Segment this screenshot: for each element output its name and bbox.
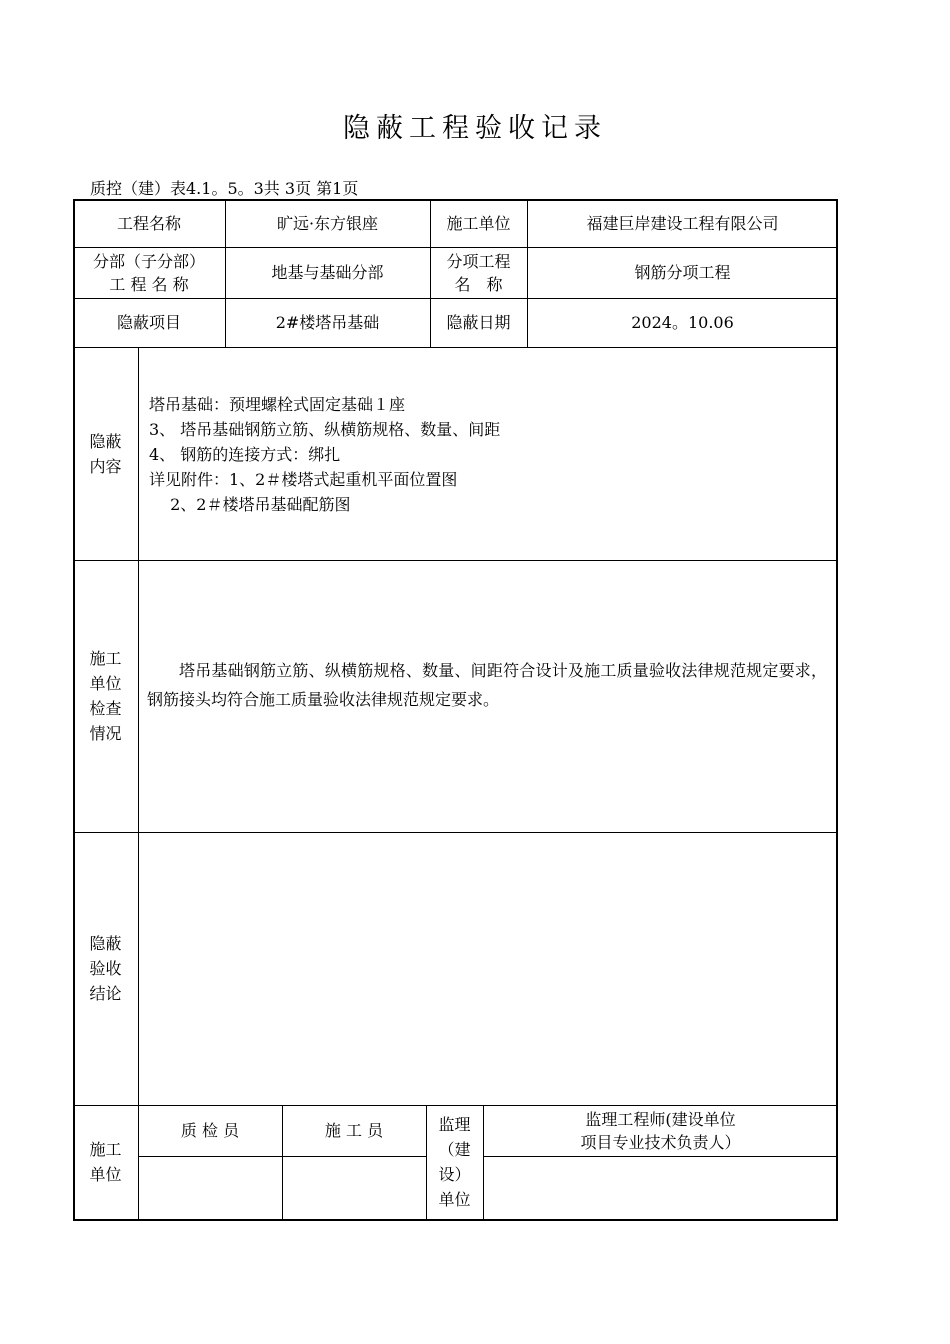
label-line: 检查 xyxy=(89,699,122,718)
content-line: 塔吊基础：预埋螺栓式固定基础１座 xyxy=(149,395,406,414)
inspection-form-table xyxy=(73,199,838,1221)
hidden-content-label xyxy=(73,347,138,560)
label-line: 隐蔽 xyxy=(89,934,122,953)
constructor-label: 施 工 员 xyxy=(324,1121,384,1140)
division-value: 地基与基础分部 xyxy=(271,263,384,282)
label-line: 单位 xyxy=(89,674,122,693)
label-line: 单位 xyxy=(438,1190,471,1209)
form-code: 质控（建）表4.1。5。3共 3页 第1页 xyxy=(90,179,359,198)
hidden-date-value: 2024。10.06 xyxy=(631,313,734,332)
page-title: 隐蔽工程验收记录 xyxy=(343,113,607,144)
content-line: 4、 钢筋的连接方式：绑扎 xyxy=(149,445,341,464)
division-label xyxy=(73,247,225,298)
content-line: 3、 塔吊基础钢筋立筋、纵横筋规格、数量、间距 xyxy=(149,420,501,439)
engineer-label-line: 项目专业技术负责人） xyxy=(580,1132,741,1152)
inspection-label xyxy=(73,560,138,832)
supervision-label xyxy=(426,1105,483,1219)
inspection-text: 塔吊基础钢筋立筋、纵横筋规格、数量、间距符合设计及施工质量验收法律规范规定要求，钢筋接头均符合施工质量验收法律规范规定要求。 xyxy=(147,661,827,709)
label-line: 施工 xyxy=(89,1140,122,1159)
hidden-item-label: 隐蔽项目 xyxy=(116,313,181,332)
project-name-value: 旷远·东方银座 xyxy=(276,213,379,233)
contractor-value: 福建巨岸建设工程有限公司 xyxy=(586,213,779,233)
content-line: 2、2＃楼塔吊基础配筋图 xyxy=(149,495,351,514)
content-line: 详见附件：1、2＃楼塔式起重机平面位置图 xyxy=(149,470,458,489)
label-line: 隐蔽 xyxy=(89,431,122,451)
division-label-line: 工 程 名 称 xyxy=(109,274,189,294)
label-line: 结论 xyxy=(89,984,122,1003)
conclusion-area[interactable] xyxy=(139,833,836,1105)
engineer-label-line: 监理工程师(建设单位 xyxy=(585,1109,736,1129)
label-line: 设） xyxy=(438,1165,471,1184)
conclusion-label xyxy=(73,832,138,1105)
row-divider xyxy=(73,347,838,348)
engineer-label xyxy=(483,1105,838,1156)
subitem-label xyxy=(430,247,527,298)
row-divider xyxy=(73,560,838,561)
contractor-label: 施工单位 xyxy=(446,213,511,233)
subitem-label-line: 名 称 xyxy=(454,274,503,294)
label-line: 验收 xyxy=(89,959,122,978)
subitem-value: 钢筋分项工程 xyxy=(634,263,731,282)
label-line: 情况 xyxy=(89,724,122,743)
label-line: 单位 xyxy=(89,1165,122,1184)
subitem-label-line: 分项工程 xyxy=(446,251,511,271)
engineer-signature[interactable] xyxy=(484,1157,836,1219)
label-line: 内容 xyxy=(89,456,122,476)
hidden-date-label: 隐蔽日期 xyxy=(446,313,511,332)
division-label-line: 分部（子分部） xyxy=(92,251,205,271)
constructor-signature[interactable] xyxy=(283,1157,426,1219)
table-border-bottom xyxy=(73,1219,838,1221)
quality-inspector-signature[interactable] xyxy=(139,1157,282,1219)
quality-inspector-label: 质 检 员 xyxy=(180,1121,240,1140)
label-line: （建 xyxy=(438,1140,471,1159)
table-border-right xyxy=(836,199,838,1221)
label-line: 施工 xyxy=(89,649,122,668)
project-name-label: 工程名称 xyxy=(116,213,181,233)
hidden-item-value: 2#楼塔吊基础 xyxy=(275,313,380,332)
contractor-sign-label xyxy=(73,1105,138,1219)
hidden-content-text xyxy=(149,392,829,517)
label-line: 监理 xyxy=(438,1115,471,1134)
